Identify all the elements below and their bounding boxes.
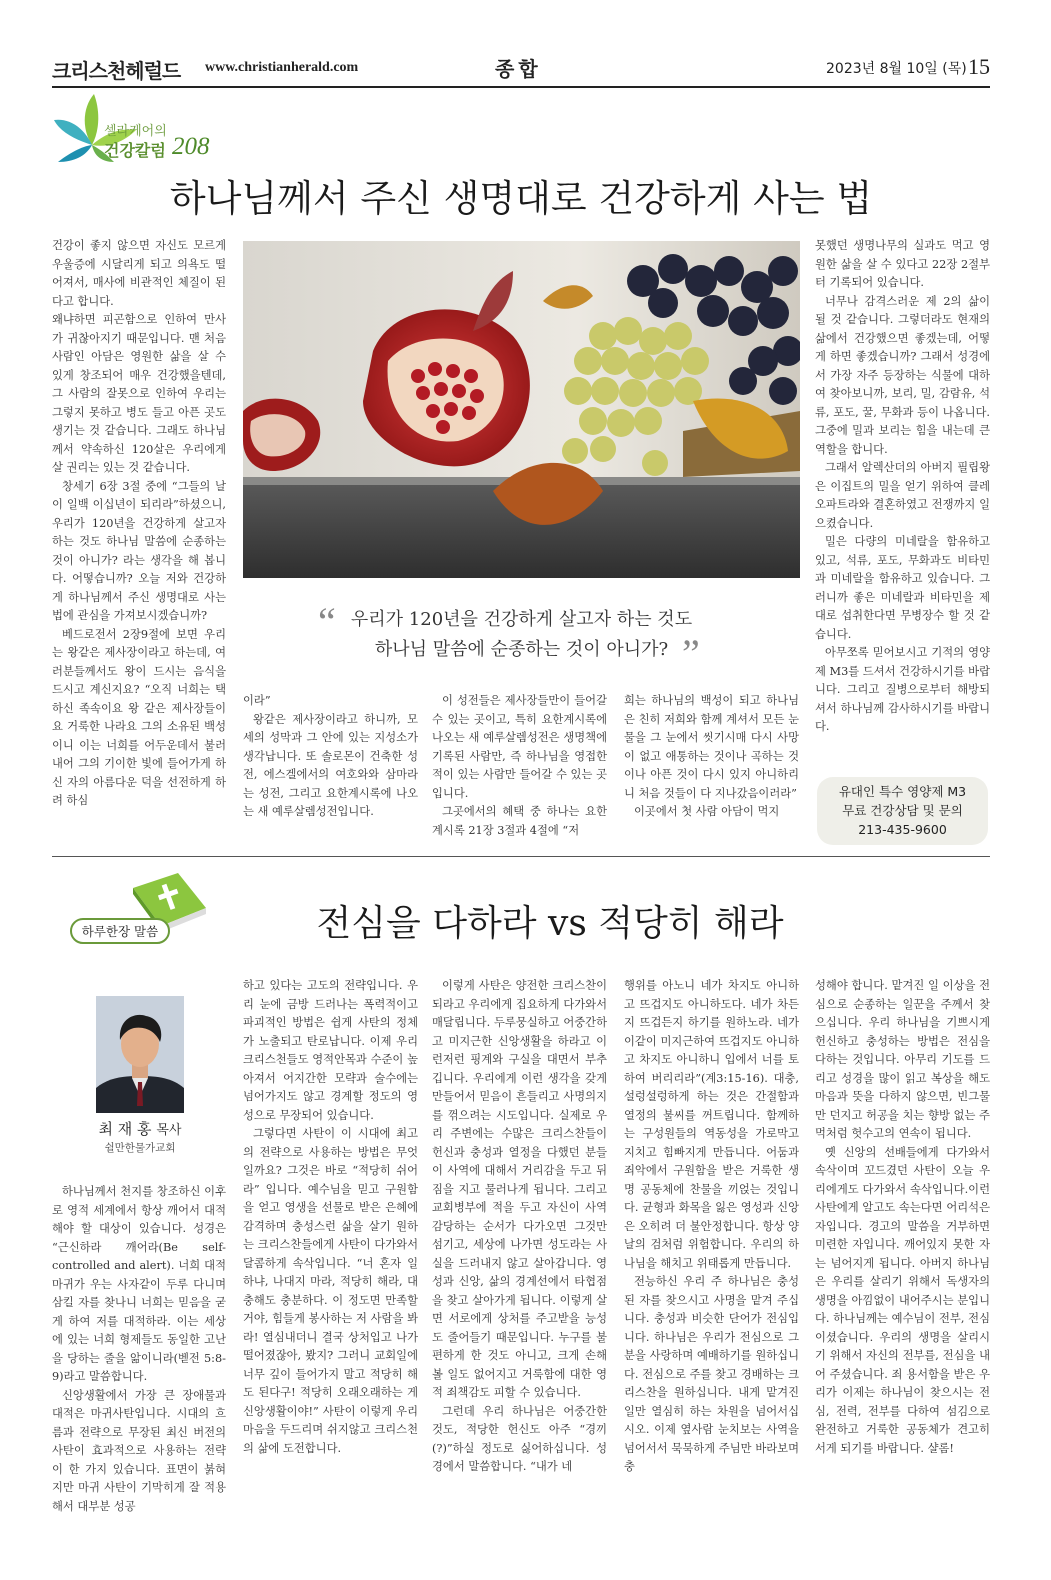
paragraph: 성해야 합니다. 맡겨진 일 이상을 전심으로 순종하는 일꾼을 주께서 찾으십니다. 우리 하나님을 기쁘시게 헌신하고 충성하는 방법은 전심을 다하는 것입니다. 아무리 기도를 드리고 성경을 많이 읽고 복상을 해도 마음과 뜻을 다하지 않으면, 빈그물만 던지고 허공을 치는 향방 없는 주먹처럼 헛수고의 연속이 됩니다. — [815, 979, 990, 1140]
issue-date: 2023년 8월 10일 (목) — [826, 61, 967, 77]
paragraph: 그래서 알렉산더의 아버지 필립왕은 이집트의 밀을 얻기 위하여 클레오파트라와 결혼하였고 전쟁까지 일으켰습니다. — [815, 461, 990, 530]
column-label: 하루한장 말씀 — [70, 918, 170, 944]
pull-quote — [243, 605, 800, 665]
author-name — [70, 1118, 210, 1139]
paragraph: 왕같은 제사장이라고 하니까, 모세의 성막과 그 안에 있는 지성소가 생각납니다. 또 솔로몬이 건축한 성전, 에스겔에서의 여호와와 삼마라는 성전, 그리고 요한계시록에 나오는 새 예루살렘성전입니다. — [243, 712, 418, 818]
article2-column-3 — [432, 977, 607, 1523]
article1-column-4 — [624, 692, 799, 854]
column-subtitle: 셀라케어의 — [104, 124, 167, 139]
article1-column-1 — [52, 237, 226, 851]
ad-phone[interactable]: 213-435-9600 — [858, 822, 947, 837]
paragraph: 이라” — [243, 694, 271, 707]
article1-headline: 하나님께서 주신 생명대로 건강하게 사는 법 — [169, 177, 873, 220]
article2-column-4 — [624, 977, 799, 1523]
paragraph: 행위를 아노니 네가 차지도 아니하고 뜨겁지도 아니하도다. 네가 차든지 뜨겁든지 하기를 원하노라. 네가 이같이 미지근하여 뜨겁지도 아니하고 차지도 아니하니 입에서 너를 토하여 버리리라”(계3:15-16). 대충, 설렁설렁하게 하는 것은 간절함과 열정의 불씨를 꺼트립니다. 함께하는 구성원들의 역동성을 가로막고 지치고 힘빠지게 만듭니다. 어둠과 죄악에서 구원함을 받은 거룩한 생명 공동체에 찬물을 끼얹는 것입니다. 균형과 화목을 잃은 영성과 신앙은 오히려 더 불안정합니다. 항상 양날의 검처럼 위험합니다. 우리의 하나님을 해치고 위태롭게 만듭니다. — [624, 979, 799, 1270]
contact-ad-box — [817, 777, 988, 845]
author-photo — [96, 996, 184, 1113]
page-number: 15 — [968, 54, 990, 79]
paragraph: 너무나 감격스러운 제 2의 삶이 될 것 같습니다. 그렇더라도 현재의 삶에서 건강했으면 좋겠는데, 어떻게 하면 좋겠습니까? 그래서 성경에서 가장 자주 등장하는 식물에 대하여 찾아보니까, 보리, 밀, 감람유, 석류, 포도, 꿀, 무화과 등이 나옵니다. 그중에 밀과 보리는 힘을 내는데 큰 역할을 합니다. — [815, 294, 990, 456]
section-name: 종합 — [495, 57, 542, 81]
author-title: 목사 — [156, 1123, 182, 1138]
section-divider — [52, 856, 990, 857]
paragraph: 밀은 다량의 미네랄을 함유하고 있고, 석류, 포도, 무화과도 비타민과 미네랄을 함유하고 있습니다. 그러니까 좋은 미네랄과 비타민을 제대로 섭취한다면 무병장수 할 것 같습니다. — [815, 535, 990, 641]
paragraph: 건강이 좋지 않으면 자신도 모르게 우울증에 시달리게 되고 의욕도 떨어져서, 매사에 비관적인 체질이 된다고 합니다. — [52, 239, 226, 308]
paragraph: 창세기 6장 3절 중에 “그들의 날이 일백 이십년이 되리라”하셨으니, 우리가 120년을 건강하게 살고자 하는 것도 하나님 말씀에 순종하는 것이 아니가? 라는 생각을 해 봅니다. 어떻습니까? 오늘 저와 건강하게 하나님께서 주신 생명대로 사는 법에 관심을 가져보시겠습니까? — [52, 479, 226, 622]
article2-headline: 전심을 다하라 vs 적당히 해라 — [316, 903, 784, 944]
newspaper-logo: 크리스천헤럴드 — [52, 59, 181, 83]
quote-close-icon: ” — [682, 631, 700, 676]
paragraph: 옛 신앙의 선배들에게 다가와서 속삭이며 꼬드겼던 사탄이 오늘 우리에게도 다가와서 속삭입니다.이런 사탄에게 알고도 속는다면 어리석은 자입니다. 경고의 말씀을 거부하면 미련한 자입니다. 깨어있지 못한 자는 넘어지게 됩니다. 아버지 하나님은 우리를 살리기 위해서 독생자의 생명을 아낌없이 내어주시는 분입니다. 하나님께는 예수님이 전부, 전심이셨습니다. 우리의 생명을 살리시기 위해서 자신의 전부를, 전심을 내어 주셨습니다. 죄 용서함을 받은 우리가 이제는 하나님이 찾으시는 전심, 전력, 전부를 다하여 섬김으로 완전하고 거룩한 공동체가 견고히 서게 되기를 바랍니다. 샬롬! — [815, 1145, 990, 1455]
article1-column-2 — [243, 692, 418, 854]
paragraph: 그곳에서의 혜택 중 하나는 요한계시록 21장 3절과 4절에 “저 — [432, 805, 607, 837]
paragraph: 그렇다면 사탄이 이 시대에 최고의 전략으로 사용하는 방법은 무엇일까요? 그것은 바로 “적당히 쉬어라” 입니다. 예수님을 믿고 구원함을 얻고 영생을 선물로 받은 은혜에 감격하며 충성스런 삶을 살기 원하는 크리스찬들에게 사탄이 다가와서 달콤하게 속삭입니다. “너 혼자 일하냐, 나대지 마라, 적당히 해라, 대충해도 충분하다. 이 정도면 만족할거야, 힘들게 봉사하는 저 사람을 봐라! 열심내더니 결국 상처입고 나가떨어졌잖아, 봤지? 그러니 교회일에 너무 깊이 들어가지 말고 적당히 해도 된다구! 적당히 오래오래하는 게 신앙생활이야!” 사탄이 이렇게 우리 마음을 두드리며 쉬지않고 크리스천의 삶에 도전합니다. — [243, 1127, 418, 1455]
paragraph: 전능하신 우리 주 하나님은 충성된 자를 찾으시고 사명을 맡겨 주십니다. 충성과 비슷한 단어가 전심입니다. 하나님은 우리가 전심으로 그분을 사랑하며 예배하기를 원하십니다. 전심으로 주를 찾고 경배하는 크리스찬을 원하십니다. 내게 맡겨진 일만 열심히 하는 차원을 넘어서십시오. 이제 옆사람 눈치보는 사역을 넘어서서 묵묵하게 주님만 바라보며 충 — [624, 1275, 799, 1473]
article2-column-1 — [52, 1183, 226, 1523]
fruit-photo — [243, 241, 800, 578]
pull-quote-line: 하나님 말씀에 순종하는 것이 아니가? — [374, 639, 669, 660]
paragraph: 왜냐하면 피곤함으로 인하여 만사가 귀찮아지기 때문입니다. 맨 처음 사람인 아담은 영원한 삶을 살 수 있게 창조되어 매우 건강했을텐데, 그 사람의 잘못으로 인하여 우리는 그렇지 못하고 병도 들고 아픈 곳도 생기는 것 같습니다. 그래도 하나님께서 약속하신 120살은 우리에게 살 권리는 있는 것 같습니다. — [52, 313, 226, 474]
paragraph: 베드로전서 2장9절에 보면 우리는 왕같은 제사장이라고 하는데, 여러분들께서도 왕이 드시는 음식을 드시고 계신지요? “오직 너희는 택하신 족속이요 왕 같은 제사장들이요 거룩한 나라요 그의 소유된 백성이니 이는 너희를 어두운데서 불러내어 그의 기이한 빛에 들어가게 하신 자의 아름다운 덕을 선전하게 하려 하심 — [52, 627, 226, 807]
paragraph: 이곳에서 첫 사람 아담이 먹지 — [634, 805, 780, 818]
paragraph: 그런데 우리 하나님은 어중간한 것도, 적당한 헌신도 아주 “경끼(?)”하실 정도로 싫어하십니다. 성경에서 말씀합니다. “내가 네 — [432, 1404, 607, 1473]
newspaper-url[interactable]: www.christianherald.com — [205, 60, 359, 75]
author-name-text: 최 재 홍 — [98, 1120, 152, 1138]
ad-line: 무료 건강상담 및 문의 — [842, 803, 963, 818]
paragraph: 신앙생활에서 가장 큰 장애물과 대적은 마귀사탄입니다. 시대의 흐름과 전략으로 무장된 최신 버전의 사탄이 효과적으로 사용하는 전략이 한 가지 있습니다. 표면이 붉혀지만 마귀 사탄이 기막히게 잘 적용해서 대부분 성공 — [52, 1388, 226, 1513]
article1-column-5 — [815, 237, 990, 762]
column-number: 208 — [172, 133, 210, 160]
pull-quote-line: 우리가 120년을 건강하게 살고자 하는 것도 — [350, 609, 693, 630]
quote-open-icon: “ — [318, 599, 336, 644]
article1-column-3 — [432, 692, 607, 854]
paragraph: 희는 하나님의 백성이 되고 하나님은 친히 저희와 함께 계셔서 모든 눈물을 그 눈에서 씻기시매 다시 사망이 없고 애통하는 것이나 곡하는 것이나 아픈 것이 다시 있지 아니하리니 처음 것들이 다 지나갔음이러라” — [624, 694, 799, 800]
paragraph: 아무쪼록 믿어보시고 기적의 영양제 M3를 드셔서 건강하시기를 바랍니다. 그리고 질병으로부터 해방되셔서 하나님께 감사하시기를 바랍니다. — [815, 646, 990, 733]
paragraph: 이 성전들은 제사장들만이 들어갈 수 있는 곳이고, 특히 요한계시록에 나오는 새 예루살렘성전은 생명책에 기록된 사람만, 즉 하나님을 영접한 적이 있는 사람만 들어갈 수 있는 곳입니다. — [432, 694, 607, 800]
ad-line: 유대인 특수 영양제 M3 — [838, 784, 967, 799]
paragraph: 하고 있다는 고도의 전략입니다. 우리 눈에 금방 드러나는 폭력적이고 파괴적인 방법은 쉽게 사탄의 정체가 노출되고 탄로납니다. 이제 우리 크리스천들도 영적안목과 수준이 높아져서 어지간한 모략과 술수에는 넘어가지도 않고 경계할 정도의 영성으로 무장되어 있습니다. — [243, 979, 418, 1122]
paragraph: 못했던 생명나무의 실과도 먹고 영원한 삶을 살 수 있다고 22장 2절부터 기록되어 있습니다. — [815, 239, 990, 289]
paragraph: 이렇게 사탄은 양전한 크리스찬이 되라고 우리에게 집요하게 다가와서 매달립니다. 두루뭉실하고 어중간하고 미지근한 신앙생활을 하라고 이런저런 핑계와 구실을 대면서 부추깁니다. 우리에게 이런 생각을 갖게 만들어서 믿음이 흔들리고 사명의지를 꺾으려는 시도입니다. 실제로 우리 주변에는 수많은 크리스찬들이 헌신과 충성과 열정을 다했던 분들이 사역에 대해서 거리감을 두고 뒤짐을 지고 물러나게 됩니다. 그리고 교회병부에 적을 두고 자신이 사역 감당하는 순서가 다가오면 그것만 섬기고, 세상에 나가면 성도라는 사실을 드러내지 않고 살아갑니다. 영성과 신앙, 삶의 경계선에서 타협점을 찾고 살아가게 됩니다. 이렇게 살면 서로에게 상처를 주고받을 능성도 줄어들기 때문입니다. 누구를 불편하게 한 것도 아니고, 크게 손해 볼 일도 없어지고 거룩함에 대한 영적 죄책감도 피할 수 있습니다. — [432, 979, 607, 1399]
article2-column-2 — [243, 977, 418, 1523]
author-church: 쉴만한물가교회 — [104, 1142, 176, 1154]
column-name: 건강칼럼 — [104, 141, 166, 160]
paragraph: 하나님께서 천지를 창조하신 이후로 영적 세계에서 항상 깨어서 대적해야 할 대상이 있습니다. 성경은 “근신하라 깨어라(Be self-controlled and alert). 너희 대적 마귀가 우는 사자같이 두루 다니며 삼킬 자를 찾나니 너희는 믿음을 굳게 하여 저를 대적하라. 이는 세상에 있는 너희 형제들도 동일한 고난을 당하는 줄을 앎이니라(벧전 5:8-9)라고 말씀합니다. — [52, 1185, 226, 1383]
article2-column-5 — [815, 977, 990, 1523]
masthead-rule — [52, 86, 990, 88]
